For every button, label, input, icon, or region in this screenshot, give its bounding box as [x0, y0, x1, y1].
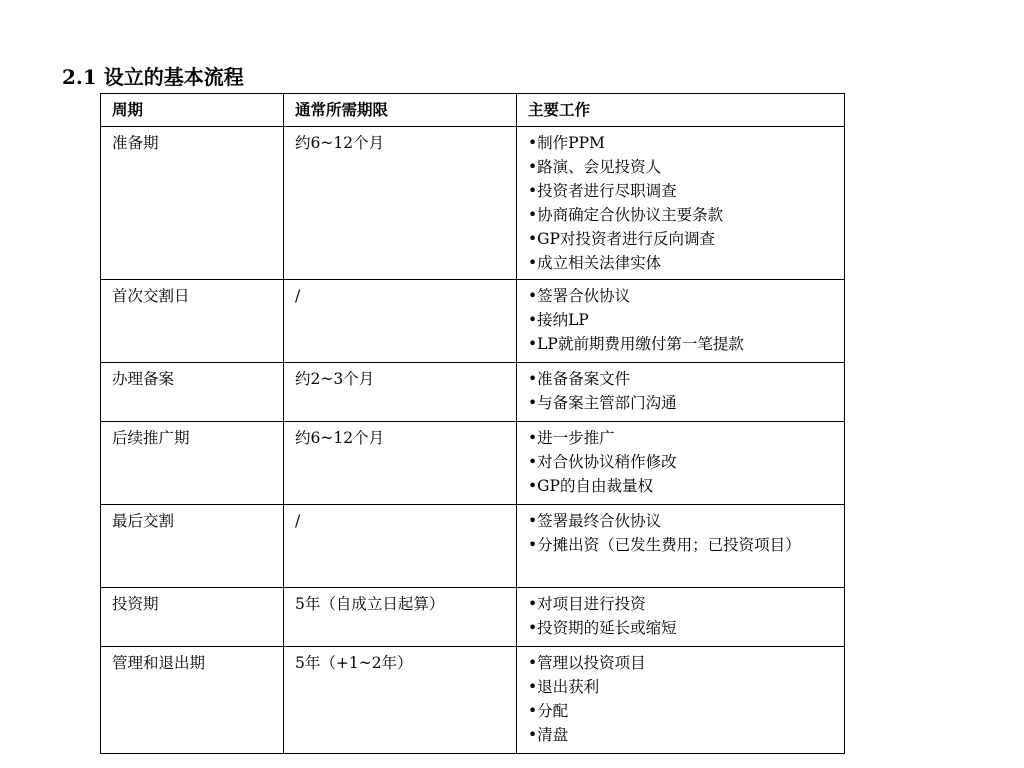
work-item: •清盘 [528, 726, 569, 744]
period-cell: 准备期 [101, 127, 284, 280]
duration-cell: 5年（自成立日起算） [284, 588, 517, 647]
work-item: •进一步推广 [528, 429, 615, 447]
fund-process-table [100, 93, 845, 754]
work-cell [517, 505, 845, 588]
work-cell [517, 363, 845, 422]
table-row [101, 647, 845, 754]
work-item: •成立相关法律实体 [528, 254, 662, 272]
work-item: •制作PPM [528, 134, 605, 152]
work-item: •投资期的延长或缩短 [528, 619, 677, 637]
duration-cell: / [284, 505, 517, 588]
page-title: 2.1 设立的基本流程 [62, 65, 244, 89]
work-cell [517, 588, 845, 647]
work-item: •投资者进行尽职调查 [528, 182, 677, 200]
work-cell [517, 280, 845, 363]
work-item: •退出获利 [528, 678, 600, 696]
table-row [101, 422, 845, 505]
work-item: •LP就前期费用缴付第一笔提款 [528, 335, 744, 353]
period-cell: 投资期 [101, 588, 284, 647]
table-row [101, 588, 845, 647]
work-item: •签署合伙协议 [528, 287, 631, 305]
work-item: •路演、会见投资人 [528, 158, 662, 176]
work-cell [517, 422, 845, 505]
table-header-row [101, 94, 845, 127]
table-row [101, 127, 845, 280]
work-item: •对项目进行投资 [528, 595, 646, 613]
work-item: •与备案主管部门沟通 [528, 394, 677, 412]
period-cell: 最后交割 [101, 505, 284, 588]
work-item: •对合伙协议稍作修改 [528, 453, 677, 471]
header-period: 周期 [101, 94, 284, 127]
work-item: •分配 [528, 702, 569, 720]
work-item: •分摊出资（已发生费用；已投资项目） [528, 536, 801, 554]
duration-cell: 5年（+1~2年） [284, 647, 517, 754]
work-item: •准备备案文件 [528, 370, 631, 388]
work-item: •管理以投资项目 [528, 654, 646, 672]
work-item: •GP的自由裁量权 [528, 477, 653, 495]
duration-cell: 约2~3个月 [284, 363, 517, 422]
period-cell: 管理和退出期 [101, 647, 284, 754]
work-item: •接纳LP [528, 311, 589, 329]
header-main-work: 主要工作 [517, 94, 845, 127]
duration-cell: 约6~12个月 [284, 127, 517, 280]
duration-cell: / [284, 280, 517, 363]
duration-cell: 约6~12个月 [284, 422, 517, 505]
period-cell: 办理备案 [101, 363, 284, 422]
period-cell: 后续推广期 [101, 422, 284, 505]
work-item: •协商确定合伙协议主要条款 [528, 206, 724, 224]
table-row [101, 363, 845, 422]
work-item: •签署最终合伙协议 [528, 512, 662, 530]
work-cell [517, 127, 845, 280]
work-cell [517, 647, 845, 754]
header-duration: 通常所需期限 [284, 94, 517, 127]
work-item: •GP对投资者进行反向调查 [528, 230, 715, 248]
period-cell: 首次交割日 [101, 280, 284, 363]
table-row [101, 280, 845, 363]
table-row [101, 505, 845, 588]
